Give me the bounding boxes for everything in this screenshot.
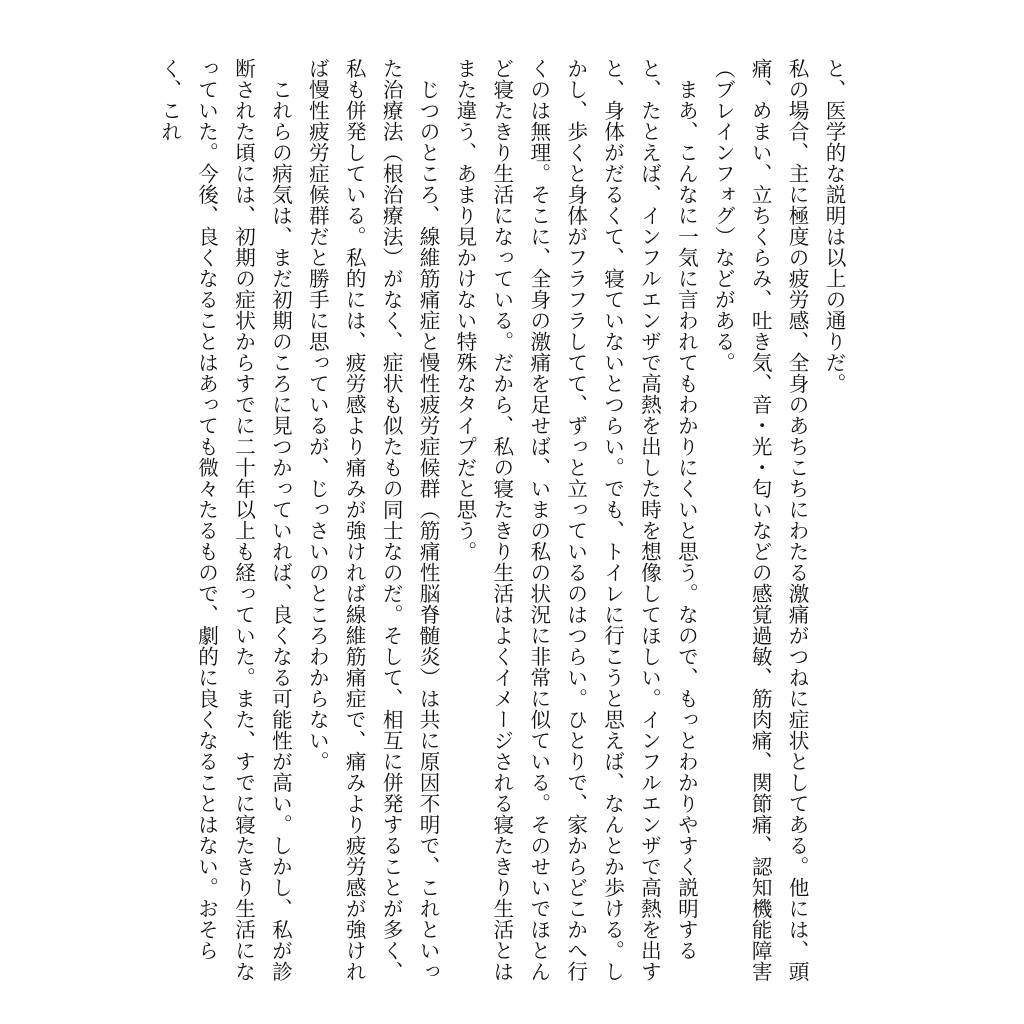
paragraph-2: 私の場合、主に極度の疲労感、全身のあちこちにわたる激痛がつねに症状としてある。他には、頭痛、めまい、立ちくらみ、吐き気、音・光・匂いなどの感覚過敏、筋肉痛、関節痛、認知機能障害（ブレインフォグ）などがある。 [711,58,810,982]
paragraph-3: まあ、こんなに一気に言われてもわかりにくいと思う。なので、もっとわかりやすく説明すると、たとえば、インフルエンザで高熱を出した時を想像してほしい。インフルエンザで高熱を出すと、身体がだるくて、寝ていないとつらい。でも、トイレに行こうと思えば、なんとか歩ける。しかし、歩くと身体がフラフラしてて、ずっと立っているのはつらい。ひとりで、家からどこかへ行くのは無理。そこに、全身の激痛を足せば、いまの私の状況に非常に似ている。そのせいでほとんど寝たきり生活になっている。だから、私の寝たきり生活はよくイメージされる寝たきり生活とはまた違う、あまり見かけない特殊なタイプだと思う。 [452,58,699,982]
vertical-text-body [157,58,852,988]
paragraph-4: じつのところ、線維筋痛症と慢性疲労症候群（筋痛性脳脊髄炎）は共に原因不明で、これといった治療法（根治療法）がなく、症状も似たもの同士なのだ。そして、相互に併発することが多く、私も併発している。私的には、疲労感より痛みが強ければ線維筋痛症で、痛みより疲労感が強ければ慢性疲労症候群だと勝手に思っているが、じっさいのところわからない。 [305,58,441,982]
paragraph-5: これらの病気は、まだ初期のころに見つかっていれば、良くなる可能性が高い。しかし、私が診断された頃には、初期の症状からすでに二十年以上も経っていた。また、すでに寝たきり生活になっていた。今後、良くなることはあっても微々たるもので、劇的に良くなることはない。おそらく、これ [157,58,293,982]
paragraph-1: と、医学的な説明は以上の通りだ。 [822,58,846,394]
